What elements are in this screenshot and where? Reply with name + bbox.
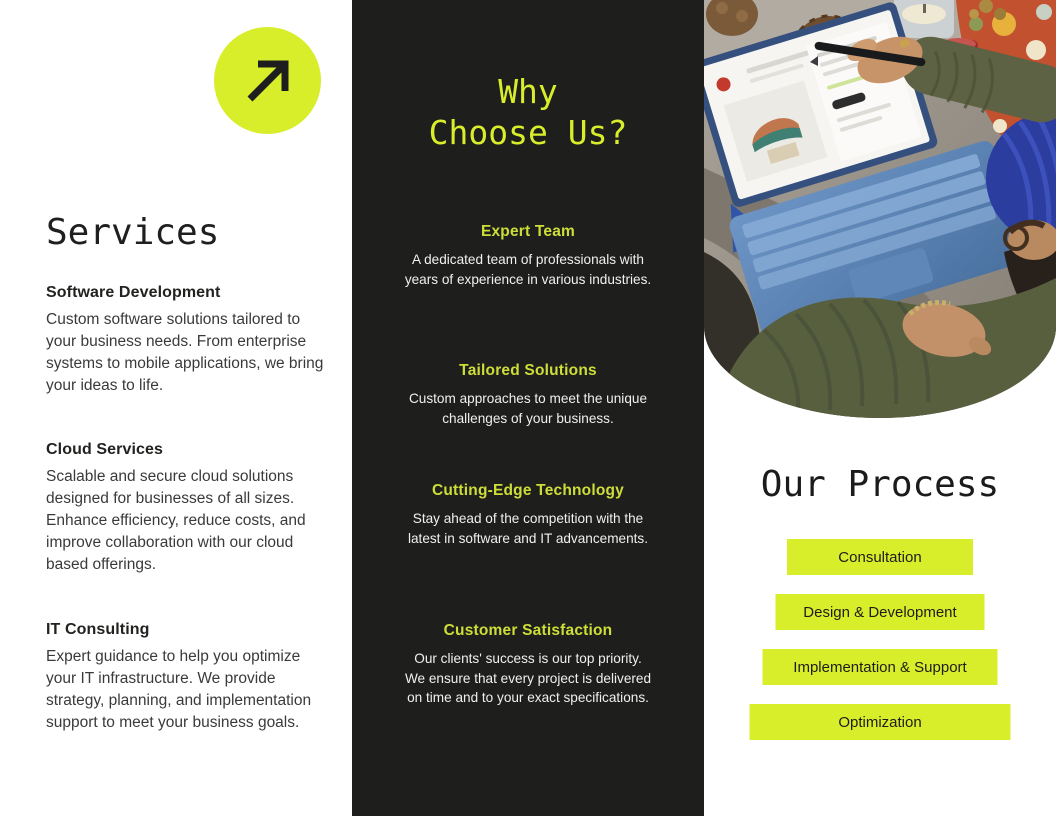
why-heading: Customer Satisfaction (443, 622, 613, 639)
services-panel (0, 0, 352, 816)
title-line-1: Why (498, 72, 558, 111)
why-item (403, 223, 653, 289)
service-item (46, 441, 334, 576)
service-body: Expert guidance to help you optimize your IT infrastructure. We provide strategy, planning, and implementation support to meet your business goals. (46, 648, 312, 731)
process-step-consultation[interactable]: Consultation (787, 539, 973, 575)
title-line-2: Choose Us? (428, 113, 628, 152)
arrow-badge (214, 27, 321, 134)
process-step-optimization[interactable]: Optimization (750, 704, 1011, 740)
service-item (46, 621, 334, 734)
why-heading: Expert Team (480, 223, 576, 240)
why-heading: Tailored Solutions (459, 362, 597, 379)
hero-photo (704, 0, 1056, 418)
why-item (403, 482, 653, 548)
our-process-panel (704, 0, 1056, 816)
service-heading: Software Development (46, 284, 221, 301)
why-body: Our clients' success is our top priority. We ensure that every project is delivered on time and to your exact specifications. (404, 651, 652, 705)
why-item (403, 362, 653, 428)
services-title: Services (46, 212, 220, 253)
our-process-title: Our Process (760, 464, 1000, 505)
why-choose-us-title (352, 71, 704, 153)
service-body: Scalable and secure cloud solutions designed for businesses of all sizes. Enhance efficiency, reduce costs, and improve collaboration with our cloud based offerings. (46, 468, 306, 573)
hero-photo-illustration (704, 0, 1056, 418)
why-body: A dedicated team of professionals with years of experience in various industries. (404, 252, 652, 287)
why-item (403, 622, 653, 708)
why-body: Custom approaches to meet the unique challenges of your business. (408, 391, 648, 426)
process-step-design-development[interactable]: Design & Development (776, 594, 985, 630)
service-heading: Cloud Services (46, 441, 164, 458)
why-body: Stay ahead of the competition with the latest in software and IT advancements. (407, 511, 649, 546)
service-heading: IT Consulting (46, 621, 150, 638)
process-step-implementation-support[interactable]: Implementation & Support (763, 649, 998, 685)
arrow-up-right-icon (236, 49, 300, 113)
service-item (46, 284, 334, 397)
why-heading: Cutting-Edge Technology (431, 482, 624, 499)
why-choose-us-panel (352, 0, 704, 816)
service-body: Custom software solutions tailored to your business needs. From enterprise systems to mobile applications, we bring your ideas to life. (46, 311, 324, 394)
